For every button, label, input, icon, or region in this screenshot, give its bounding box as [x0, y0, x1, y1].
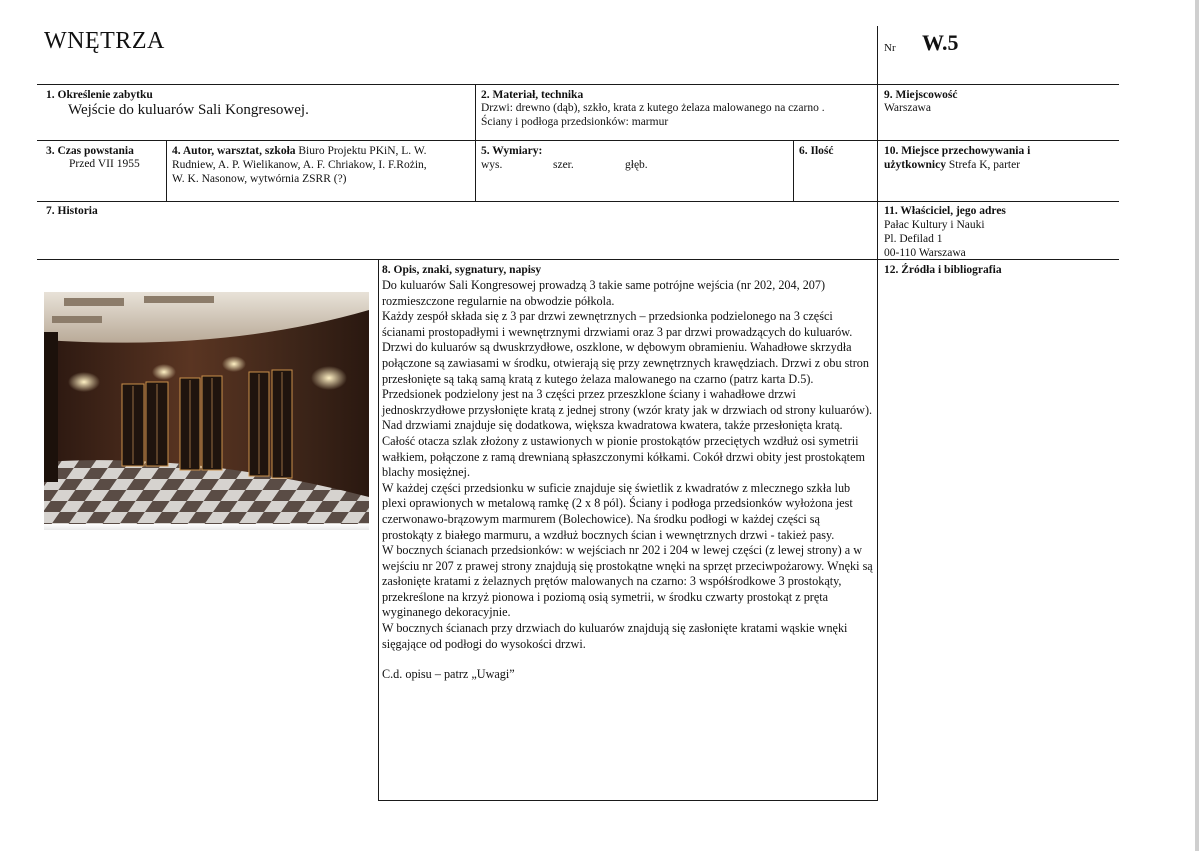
field-11-line-2: Pl. Defilad 1	[884, 233, 943, 245]
rule-vertical-col2	[475, 84, 476, 201]
description-paragraph: W bocznych ścianach przedsionków: w wejściach nr 202 i 204 w lewej części (z lewej strony) a w wejściu nr 207 z prawej strony znajdują się prostokątne wnęki na sprzęt przeciwpożarowy. Wnęki są zasłonięte kratami z żelaznych prętów malowanych na czarno: 3 współśrodkowe 3 prostokąty, przekreślone na krzyż pionowa i poziomą osią symetrii, w środku czwarty prostokąt z pręta wyginanego dekoracyjnie.	[382, 543, 873, 620]
field-9-value: Warszawa	[884, 102, 931, 114]
field-10-value: Strefa K, parter	[945, 159, 1021, 171]
continuation-note: C.d. opisu – patrz „Uwagi”	[382, 667, 515, 682]
field-11-label: 11. Właściciel, jego adres	[884, 205, 1006, 217]
field-7-label: 7. Historia	[46, 205, 98, 217]
interior-photo	[44, 292, 369, 530]
field-6-label: 6. Ilość	[799, 145, 834, 157]
description-paragraph: Do kuluarów Sali Kongresowej prowadzą 3 takie same potrójne wejścia (nr 202, 204, 207) rozmieszczone regularnie na obwodzie półkola.	[382, 278, 826, 308]
field-10-label-2: użytkownicy	[884, 159, 946, 171]
description-paragraph: W bocznych ścianach przy drzwiach do kuluarów znajdują się zasłonięte kratami wąskie wnęki sięgające od podłogi do wysokości drzwi.	[382, 621, 848, 651]
photo-edge	[44, 524, 369, 530]
field-8-label: 8. Opis, znaki, sygnatury, napisy	[382, 264, 542, 276]
field-5-wys: wys.	[481, 159, 503, 171]
description-paragraph: Każdy zespół składa się z 3 par drzwi zewnętrznych – przedsionka podzielonego na 3 części ścianami prostopadłymi i wewnętrznymi drzwiami oraz 3 par drzwi prowadzących do kuluarów.	[382, 309, 853, 339]
field-2-line-1: Drzwi: drewno (dąb), szkło, krata z kutego żelaza malowanego na czarno .	[481, 102, 825, 114]
field-4-line-2: Rudniew, A. P. Wielikanow, A. F. Chriakow, I. F.Rożin,	[172, 159, 427, 171]
rule-vertical-main	[877, 26, 878, 801]
rule-vertical-col3	[166, 140, 167, 201]
rule-row2	[37, 140, 1119, 141]
spacer	[382, 652, 874, 667]
description-paragraph: W każdej części przedsionku w suficie znajduje się świetlik z kwadratów z mlecznego szkła lub plexi oprawionych w metalową ramkę (2 x 8 pól). Ściany i podłoga przedsionków wyłożona jest czerwonawo-brązowym marmurem (Bolechowice). Na środku podłogi w każdej części są prostokąty z białego marmuru, a wzdłuż bocznych ścian i wewnętrznych drzwi - takież pasy.	[382, 480, 853, 542]
field-4-label: 4. Autor, warsztat, szkoła	[172, 145, 296, 157]
interior-photo-illustration	[44, 292, 369, 530]
field-12-label: 12. Źródła i bibliografia	[884, 264, 1002, 276]
scan-edge	[1195, 0, 1199, 851]
page-title: WNĘTRZA	[44, 28, 165, 54]
field-4-line-1	[172, 144, 427, 158]
field-11-line-3: 00-110 Warszawa	[884, 247, 966, 259]
field-1-value: Wejście do kuluarów Sali Kongresowej.	[68, 102, 309, 118]
description-text	[382, 278, 874, 683]
rule-row3	[37, 201, 1119, 202]
field-4-value-1: Biuro Projektu PKiN, L. W.	[295, 145, 427, 157]
field-10-line-2	[884, 158, 1020, 172]
field-5-label: 5. Wymiary:	[481, 145, 543, 157]
description-paragraph: Przedsionek podzielony jest na 3 części przez przeszklone ściany i wahadłowe drzwi jednoskrzydłowe przysłonięte kratą z jednej strony (wzór kraty jak w drzwiach od strony kuluarów). Nad drzwiami znajduje się dodatkowa, większa kwadratowa kwatera, także przesłonięta kratą. Całość otacza szlak złożony z ustawionych w pionie prostokątów przeciętych wzdłuż osi symetrii wałkiem, połączone z ramą drewnianą spłaszczonymi kółkami. Cokół drzwi obity jest prostokątem blachy mosiężnej.	[382, 387, 873, 480]
field-2-label: 2. Materiał, technika	[481, 89, 584, 101]
field-2-line-2: Ściany i podłoga przedsionków: marmur	[481, 116, 669, 128]
description-paragraph: Drzwi do kuluarów są dwuskrzydłowe, oszklone, w dębowym obramieniu. Wahadłowe skrzydła połączone są zawiasami w środku, otwierają się przy zewnętrznych krawędziach. Drzwi z obu stron przesłonięte są taką samą kratą z kutego żelaza malowanego na czarno (patrz karta D.5).	[382, 340, 869, 386]
nr-label: Nr	[884, 42, 896, 54]
field-5-szer: szer.	[553, 159, 574, 171]
nr-value: W.5	[922, 30, 959, 55]
field-4-line-3: W. K. Nasonow, wytwórnia ZSRR (?)	[172, 173, 347, 185]
rule-vertical-col6	[793, 140, 794, 201]
field-3-value: Przed VII 1955	[69, 158, 140, 170]
field-5-gleb: głęb.	[625, 159, 648, 171]
rule-bottom	[378, 800, 877, 801]
field-11-line-1: Pałac Kultury i Nauki	[884, 219, 985, 231]
field-10-label: 10. Miejsce przechowywania i	[884, 145, 1031, 157]
field-3-label: 3. Czas powstania	[46, 145, 134, 157]
rule-top	[37, 84, 1119, 85]
field-9-label: 9. Miejscowość	[884, 89, 958, 101]
rule-vertical-desc	[378, 259, 379, 801]
field-1-label: 1. Określenie zabytku	[46, 89, 153, 101]
